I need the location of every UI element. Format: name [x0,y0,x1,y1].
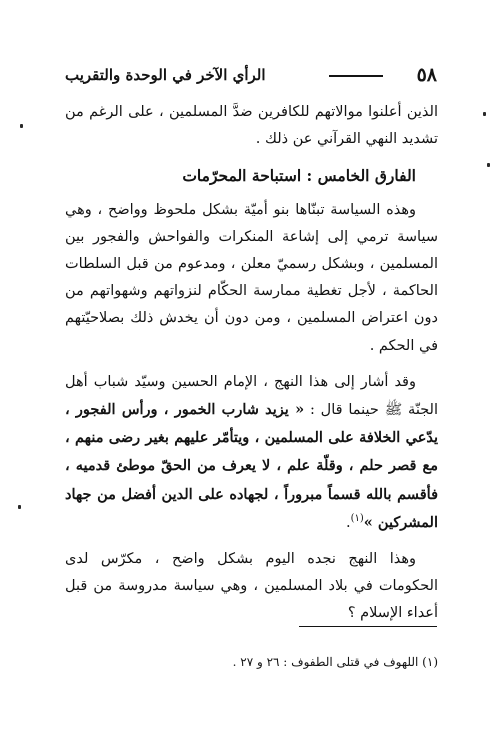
section-heading: الفارق الخامس : استباحة المحرّمات [182,166,416,186]
main-text [65,99,438,628]
paragraph-gap [65,360,438,369]
footnote-separator [299,626,437,627]
paragraph-4: وهذا النهج نجده اليوم بشكل واضح ، مكرّس لدى الحكومات في بلاد المسلمين ، وهي سياسة مدروسة من قبل أعداء الإسلام ؟ [65,551,438,622]
quotation: « يزيد شارب الخمور ، ورأس الفجور ، يدّعي الخلافة على المسلمين ، ويتأمّر عليهم بغير رضى منهم ، مع قصر حلم ، وقلّة علم ، لا يعرف من الحقّ موطئ قدميه ، فأقسم بالله قسماً مبروراً ، لجهاده على الدين أفضل من جهاد المشركين » [65,401,438,531]
page-number: ٥٨ [416,64,437,86]
footnote [233,653,438,671]
margin-speck [487,163,490,167]
running-title: الرأي الآخر في الوحدة والتقريب [65,66,266,84]
quote-intro: وقد أشار إلى هذا النهج ، الإمام الحسين وسيّد شباب أهل الجنّة ﷺ حينما قال : [65,373,439,419]
paragraph-gap [65,537,438,546]
margin-speck [20,124,23,128]
page-header [65,62,437,88]
paragraph-3 [65,369,438,537]
paragraph-2: وهذه السياسة تبنّاها بنو أميّة بشكل ملحوظ وواضح ، وهي سياسة ترمي إلى إشاعة المنكرات والفواحش والفجور بين المسلمين ، وبشكل رسميّ معلن ، ومدعوم من قبل السلطات الحاكمة ، لأجل تغطية ممارسة الحكّام لنزواتهم وشهواتهم من دون اعتراض المسلمين ، ومن دون أن يخدش ذلك بصلاحيّتهم في الحكم . [65,201,438,354]
sentence-end: . [346,514,351,531]
margin-speck [483,112,486,116]
margin-speck [18,505,21,509]
header-rule [329,75,383,77]
paragraph-1: الذين أعلنوا موالاتهم للكافرين ضدَّ المسلمين ، على الرغم من تشديد النهي القرآني عن ذلك . [65,104,438,148]
footnote-text: اللهوف في قتلى الطفوف : ٢٦ و ٢٧ . [232,655,419,669]
footnote-marker: (١) [422,655,438,669]
footnote-reference: (١) [350,513,364,525]
